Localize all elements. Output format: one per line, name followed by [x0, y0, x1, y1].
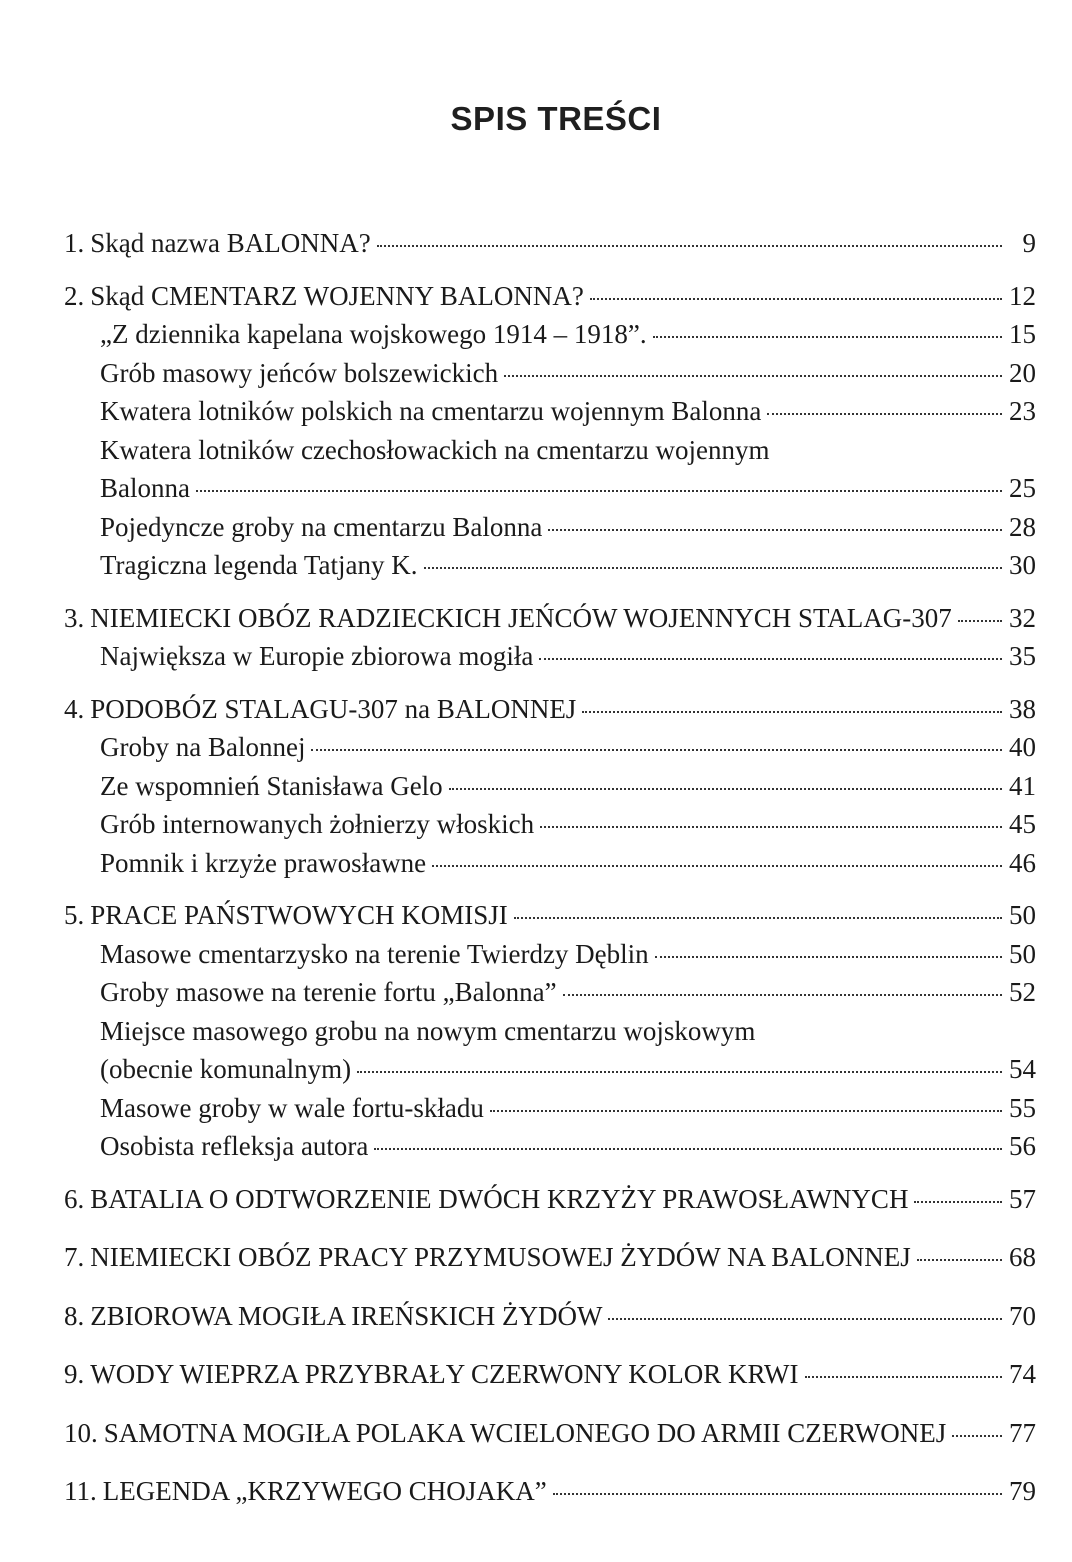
- toc-subentry: [64, 935, 1036, 974]
- dot-leader: [374, 1148, 1002, 1150]
- dot-leader: [590, 298, 1002, 300]
- page-number: 23: [1009, 396, 1036, 426]
- dot-leader: [563, 994, 1002, 996]
- page-number: 35: [1009, 641, 1036, 671]
- page-number: 15: [1009, 319, 1036, 349]
- subentry-title: Groby na Balonnej: [100, 732, 306, 762]
- toc-subentry: [64, 508, 1036, 547]
- subentry-title: Grób masowy jeńców bolszewickich: [100, 357, 499, 388]
- entry-number: 3.: [64, 602, 85, 633]
- page-number: 46: [1009, 847, 1036, 878]
- page-number: 40: [1009, 732, 1036, 762]
- toc-section-7: [64, 1238, 1036, 1277]
- page-number: 50: [1009, 900, 1036, 930]
- toc-subentry: [64, 1089, 1036, 1128]
- toc-subentry: [64, 392, 1036, 431]
- subentry-title: Pomnik i krzyże prawosławne: [100, 847, 427, 878]
- subentry-title: Grób internowanych żołnierzy włoskich: [100, 809, 535, 839]
- toc-entry: [64, 1414, 1036, 1453]
- dot-leader: [767, 413, 1002, 415]
- subentry-title: Masowe cmentarzysko na terenie Twierdzy Dęblin: [100, 938, 649, 969]
- toc-entry: [64, 896, 1036, 935]
- toc-section-9: [64, 1355, 1036, 1394]
- entry-number: 4.: [64, 693, 85, 724]
- toc-section-11: [64, 1472, 1036, 1511]
- toc-subentry: [64, 973, 1036, 1012]
- page-number: 20: [1009, 357, 1036, 388]
- page-number: 30: [1009, 550, 1036, 580]
- page-number: 55: [1009, 1092, 1036, 1123]
- dot-leader: [539, 658, 1002, 660]
- entry-title: PRACE PAŃSTWOWYCH KOMISJI: [90, 900, 508, 930]
- entry-title: Skąd nazwa BALONNA?: [90, 228, 371, 258]
- dot-leader: [653, 336, 1002, 338]
- dot-leader: [952, 1435, 1002, 1437]
- toc-subentry: [64, 844, 1036, 883]
- toc-entry: [64, 1355, 1036, 1394]
- toc-section-5: [64, 896, 1036, 1166]
- entry-number: 7.: [64, 1242, 85, 1272]
- subentry-title: Największa w Europie zbiorowa mogiła: [100, 641, 534, 671]
- page-number: 25: [1009, 473, 1036, 503]
- toc-subentry: [64, 767, 1036, 806]
- toc-section-10: [64, 1414, 1036, 1453]
- subentry-title-line1: Kwatera lotników czechosłowackich na cmentarzu wojennym: [100, 434, 770, 465]
- subentry-title: (obecnie komunalnym): [100, 1054, 352, 1084]
- toc-subentry: [64, 1050, 1036, 1089]
- dot-leader: [917, 1259, 1002, 1261]
- dot-leader: [514, 917, 1002, 919]
- dot-leader: [196, 490, 1002, 492]
- page-number: 50: [1009, 938, 1036, 969]
- dot-leader: [608, 1318, 1002, 1320]
- page-number: 52: [1009, 977, 1036, 1007]
- dot-leader: [548, 529, 1002, 531]
- entry-number: 10.: [64, 1417, 98, 1448]
- entry-title: ZBIOROWA MOGIŁA IREŃSKICH ŻYDÓW: [90, 1300, 603, 1331]
- toc-entry: [64, 1180, 1036, 1219]
- subentry-title: Groby masowe na terenie fortu „Balonna”: [100, 977, 557, 1007]
- dot-leader: [357, 1071, 1002, 1073]
- page-title: SPIS TREŚCI: [450, 100, 662, 137]
- table-of-contents: [64, 224, 1036, 1511]
- subentry-title: Osobista refleksja autora: [100, 1131, 369, 1161]
- subentry-title: Pojedyncze groby na cmentarzu Balonna: [100, 511, 543, 542]
- page-number: 54: [1009, 1054, 1036, 1084]
- entry-number: 1.: [64, 228, 85, 258]
- toc-subentry: [64, 805, 1036, 844]
- dot-leader: [914, 1201, 1002, 1203]
- page-number: 74: [1009, 1359, 1036, 1389]
- entry-title: WODY WIEPRZA PRZYBRAŁY CZERWONY KOLOR KRWI: [90, 1359, 799, 1389]
- toc-subentry: [64, 1127, 1036, 1166]
- page-number: 41: [1009, 770, 1036, 801]
- entry-title: NIEMIECKI OBÓZ PRACY PRZYMUSOWEJ ŻYDÓW NA BALONNEJ: [90, 1242, 911, 1272]
- page-number: 79: [1009, 1476, 1036, 1506]
- dot-leader: [805, 1376, 1003, 1378]
- toc-entry: [64, 277, 1036, 316]
- toc-entry: [64, 224, 1036, 263]
- subentry-title: „Z dziennika kapelana wojskowego 1914 – 1918”.: [100, 319, 647, 349]
- dot-leader: [540, 826, 1002, 828]
- toc-entry: [64, 1297, 1036, 1336]
- page-number: 45: [1009, 809, 1036, 839]
- page-number: 70: [1009, 1300, 1036, 1331]
- page-number: 38: [1009, 693, 1036, 724]
- toc-entry: [64, 690, 1036, 729]
- dot-leader: [582, 711, 1002, 713]
- page-number: 12: [1009, 280, 1036, 311]
- entry-number: 2.: [64, 280, 85, 311]
- toc-subentry: [64, 354, 1036, 393]
- toc-subentry: [64, 637, 1036, 676]
- page-number: 77: [1009, 1417, 1036, 1448]
- toc-section-2: [64, 277, 1036, 585]
- toc-entry: [64, 1472, 1036, 1511]
- subentry-title: Balonna: [100, 473, 190, 503]
- toc-subentry: [64, 469, 1036, 508]
- toc-section-1: [64, 224, 1036, 263]
- toc-section-6: [64, 1180, 1036, 1219]
- subentry-title-line1: Miejsce masowego grobu na nowym cmentarzu wojskowym: [100, 1015, 756, 1046]
- page-number: 57: [1009, 1183, 1036, 1214]
- page-number: 56: [1009, 1131, 1036, 1161]
- entry-title: Skąd CMENTARZ WOJENNY BALONNA?: [90, 280, 584, 311]
- page-number: 32: [1009, 602, 1036, 633]
- toc-entry: [64, 599, 1036, 638]
- subentry-title: Ze wspomnień Stanisława Gelo: [100, 770, 443, 801]
- toc-subentry: [64, 546, 1036, 585]
- subentry-title: Tragiczna legenda Tatjany K.: [100, 550, 418, 580]
- dot-leader: [432, 865, 1002, 867]
- dot-leader: [958, 620, 1002, 622]
- toc-section-3: [64, 599, 1036, 676]
- subentry-title: Masowe groby w wale fortu-składu: [100, 1092, 484, 1123]
- page-number: 28: [1009, 511, 1036, 542]
- entry-title: LEGENDA „KRZYWEGO CHOJAKA”: [102, 1476, 547, 1506]
- toc-subentry: [64, 728, 1036, 767]
- entry-title: SAMOTNA MOGIŁA POLAKA WCIELONEGO DO ARMII CZERWONEJ: [103, 1417, 947, 1448]
- entry-title: BATALIA O ODTWORZENIE DWÓCH KRZYŻY PRAWOSŁAWNYCH: [90, 1183, 909, 1214]
- page-number: 68: [1009, 1242, 1036, 1272]
- entry-number: 11.: [64, 1476, 97, 1506]
- dot-leader: [655, 956, 1002, 958]
- entry-number: 6.: [64, 1183, 85, 1214]
- dot-leader: [311, 749, 1002, 751]
- entry-number: 8.: [64, 1300, 85, 1331]
- dot-leader: [424, 567, 1002, 569]
- dot-leader: [377, 245, 1002, 247]
- toc-section-4: [64, 690, 1036, 883]
- page-number: 9: [1022, 228, 1036, 258]
- entry-title: NIEMIECKI OBÓZ RADZIECKICH JEŃCÓW WOJENNYCH STALAG-307: [90, 602, 952, 633]
- entry-title: PODOBÓZ STALAGU-307 na BALONNEJ: [90, 693, 577, 724]
- dot-leader: [449, 788, 1002, 790]
- subentry-title: Kwatera lotników polskich na cmentarzu wojennym Balonna: [100, 396, 762, 426]
- dot-leader: [490, 1110, 1002, 1112]
- toc-section-8: [64, 1297, 1036, 1336]
- toc-subentry: [64, 315, 1036, 354]
- entry-number: 9.: [64, 1359, 85, 1389]
- toc-entry: [64, 1238, 1036, 1277]
- dot-leader: [504, 375, 1002, 377]
- dot-leader: [553, 1493, 1002, 1495]
- entry-number: 5.: [64, 900, 85, 930]
